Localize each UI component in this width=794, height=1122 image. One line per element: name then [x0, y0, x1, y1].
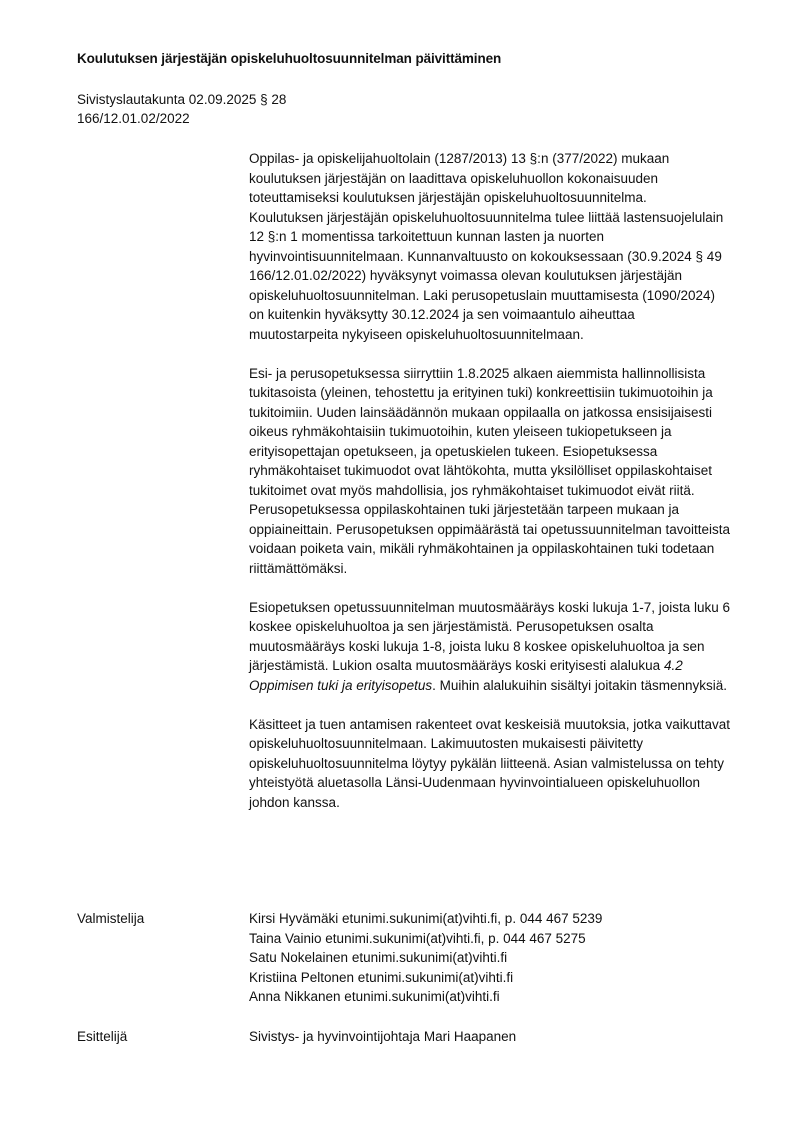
paragraph-4: Käsitteet ja tuen antamisen rakenteet ovat keskeisiä muutoksia, jotka vaikuttavat opiskeluhuoltosuunnitelmaan. Lakimuutosten mukaisesti päivitetty opiskeluhuoltosuunnitelma löytyy pykälän liitteenä. Asian valmistelussa on tehty yhteistyötä aluetasolla Länsi-Uudenmaan hyvinvointialueen opiskeluhuollon johdon kanssa. [249, 716, 731, 810]
paragraph-3-italic-heading: 4.2 Oppimisen tuki ja erityisopetus [249, 658, 683, 693]
body-text [249, 149, 744, 832]
preparer-line: Anna Nikkanen etunimi.sukunimi(at)vihti.fi [249, 989, 500, 1004]
preparer-line: Taina Vainio etunimi.sukunimi(at)vihti.fi, p. 044 467 5275 [249, 930, 586, 946]
presenter-list [249, 1027, 516, 1047]
paragraph-1: Oppilas- ja opiskelijahuoltolain (1287/2013) 13 §:n (377/2022) mukaan koulutuksen järjestäjän on laadittava opiskeluhuollon kokonaisuuden toteuttamiseksi koulutuksen järjestäjän opiskeluhuoltosuunnitelma. Koulutuksen järjestäjän opiskeluhuoltosuunnitelma tulee liittää lastensuojelulain 12 §:n 1 momentissa tarkoitettuun kunnan lasten ja nuorten hyvinvointisuunnitelmaan. Kunnanvaltuusto on kokouksessaan (30.9.2024 § 49 166/12.01.02/2022) hyväksynyt voimassa olevan koulutuksen järjestäjän opiskeluhuoltosuunnitelman. Laki perusopetuslain muuttamisesta (1090/2024) on kuitenkin hyväksytty 30.12.2024 ja sen voimaantulo aiheuttaa muutostarpeita nykyiseen opiskeluhuoltosuunnitelmaan. [249, 151, 724, 342]
paragraph-3 [249, 598, 744, 696]
paragraph-2: Esi- ja perusopetuksessa siirryttiin 1.8.2025 alkaen aiemmista hallinnollisista tukitasoista (yleinen, tehostettu ja erityinen tuki) konkreettisiin tukimuotoihin ja tukitoimiin. Uuden lainsäädännön mukaan oppilaalla on jatkossa ensisijaisesti oikeus ryhmäkohtaisiin tukimuotoihin, kuten yleiseen tukiopetukseen ja erityisopettajan opetukseen, ja opetuskielen tukeen. Esiopetuksessa ryhmäkohtaiset tukimuodot ovat lähtökohta, mutta yksilölliset oppilaskohtaiset tukitoimet ovat myös mahdollisia, jos ryhmäkohtaiset tukimuodot eivät riitä. Perusopetuksessa oppilaskohtainen tuki järjestetään tarpeen mukaan ja oppiaineittain. Perusopetuksen oppimäärästä tai opetussuunnitelman tavoitteista voidaan poiketa vain, mikäli ryhmäkohtainen ja oppilaskohtainen tuki todetaan riittämättömäksi. [249, 365, 731, 576]
paragraph-3-text-end: . Muihin alalukuihin sisältyi joitakin täsmennyksiä. [432, 677, 727, 693]
preparers-list [249, 909, 602, 1007]
preparer-line: Kristiina Peltonen etunimi.sukunimi(at)vihti.fi [249, 969, 514, 985]
preparers-section [77, 909, 602, 1007]
document-title: Koulutuksen järjestäjän opiskeluhuoltosuunnitelman päivittäminen [77, 51, 502, 66]
preparer-line: Satu Nokelainen etunimi.sukunimi(at)vihti.fi [249, 950, 508, 965]
presenter-label: Esittelijä [77, 1029, 128, 1044]
meeting-meta [77, 90, 286, 128]
preparers-label: Valmistelija [77, 911, 145, 926]
presenter-name: Sivistys- ja hyvinvointijohtaja Mari Haapanen [249, 1029, 517, 1044]
preparer-line: Kirsi Hyvämäki etunimi.sukunimi(at)vihti.fi, p. 044 467 5239 [249, 911, 603, 926]
paragraph-3-text: Esiopetuksen opetussuunnitelman muutosmääräys koski lukuja 1-7, joista luku 6 koskee opiskeluhuoltoa ja sen järjestämistä. Perusopetuksen osalta muutosmääräys koski lukuja 1-8, joista luku 8 koskee opiskeluhuoltoa ja sen järjestämistä. Lukion osalta muutosmääräys koski erityisesti alalukua [249, 599, 731, 673]
presenter-section [77, 1027, 516, 1047]
meeting-line: Sivistyslautakunta 02.09.2025 § 28 [77, 92, 287, 107]
record-number: 166/12.01.02/2022 [77, 111, 190, 126]
